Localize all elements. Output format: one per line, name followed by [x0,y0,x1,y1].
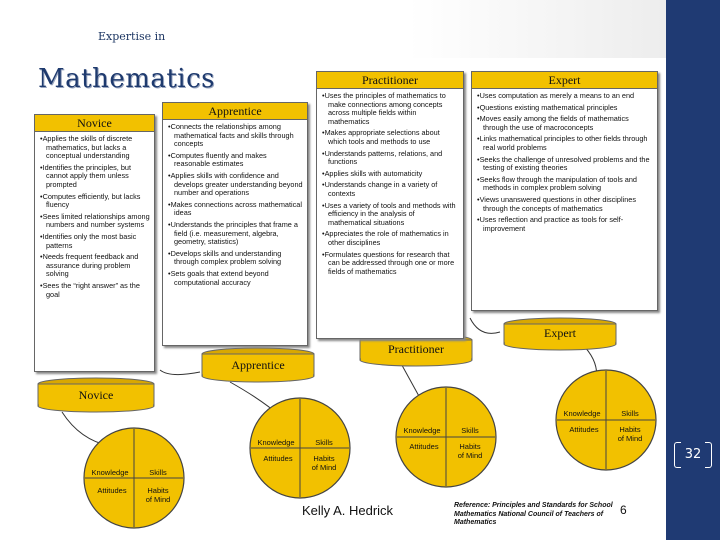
expert-step-label: Expert [544,326,576,340]
practitioner-habits-label: Habits of Mind [457,442,483,460]
apprentice-skills-label: Skills [315,438,333,447]
apprentice-knowledge-label: Knowledge [257,438,295,447]
novice-bullet: • Needs frequent feedback and assurance during problem solving [40,253,150,279]
expert-knowledge-label: Knowledge [563,409,601,418]
expert-description-box [471,71,658,311]
inner-page-number: 6 [620,503,627,517]
expert-bullet: • Links mathematical principles to other fields through real world problems [477,135,653,152]
apprentice-bullets [163,120,307,287]
novice-bullet: • Computes efficiently, but lacks fluency [40,193,150,210]
novice-bullets [35,132,154,299]
apprentice-circle [250,398,350,498]
expert-bullets [472,89,657,233]
novice-attitudes-label: Attitudes [97,486,127,495]
practitioner-description-box [316,71,464,339]
connector-novice-box [160,370,200,375]
expert-bullet: • Uses reflection and practice as tools for self-improvement [477,216,653,233]
expert-box-heading: Expert [472,72,657,89]
novice-skills-label: Skills [149,468,167,477]
practitioner-bullet: • Understands patterns, relations, and functions [322,150,459,167]
slide-subtitle: Expertise in [98,30,166,43]
practitioner-attitudes-label: Attitudes [409,442,439,451]
novice-knowledge-label: Knowledge [91,468,129,477]
apprentice-box-heading: Apprentice [163,103,307,120]
practitioner-bullet: • Uses a variety of tools and methods with efficiency in the analysis of mathematical situations [322,202,459,228]
connector-expert-box [470,318,500,333]
practitioner-bullet: • Formulates questions for research that can be addressed through one or more fields of mathematics [322,251,459,277]
novice-circle [84,428,184,528]
apprentice-bullet: • Sets goals that extend beyond computational accuracy [168,270,303,287]
novice-description-box [34,114,155,372]
novice-box-heading: Novice [35,115,154,132]
novice-bullet: • Applies the skills of discrete mathematics, but lacks a conceptual understanding [40,135,150,161]
apprentice-bullet: • Makes connections across mathematical ideas [168,201,303,218]
expert-circle [556,370,656,470]
apprentice-bullet: • Applies skills with confidence and develops greater understanding beyond number and operations [168,172,303,198]
expert-bullet: • Uses computation as merely a means to an end [477,92,653,101]
practitioner-knowledge-label: Knowledge [403,426,441,435]
expert-attitudes-label: Attitudes [569,425,599,434]
practitioner-step-label: Practitioner [388,342,444,356]
novice-bullet: • Identifies only the most basic patterns [40,233,150,250]
reference-note: Reference: Principles and Standards for School Mathematics National Council of Teachers of Mathematics [454,502,613,526]
apprentice-bullet: • Understands the principles that frame a field (i.e. measurement, algebra, geometry, statistics) [168,221,303,247]
practitioner-skills-label: Skills [461,426,479,435]
apprentice-step-label: Apprentice [231,358,285,372]
practitioner-box-heading: Practitioner [317,72,463,89]
practitioner-bullet: • Makes appropriate selections about which tools and methods to use [322,129,459,146]
diagram-title: Mathematics [38,64,216,94]
expert-bullet: • Views unanswered questions in other disciplines through the concepts of mathematics [477,196,653,213]
apprentice-bullet: • Computes fluently and makes reasonable estimates [168,152,303,169]
apprentice-habits-label: Habits of Mind [311,454,337,472]
expert-bullet: • Moves easily among the fields of mathematics through the use of macroconcepts [477,115,653,132]
expert-bullet: • Seeks the challenge of unresolved problems and the testing of existing theories [477,156,653,173]
novice-bullet: • Sees the “right answer” as the goal [40,282,150,299]
practitioner-circle [396,387,496,487]
author-name: Kelly A. Hedrick [302,503,394,518]
expert-bullet: • Questions existing mathematical principles [477,104,653,113]
apprentice-bullet: • Develops skills and understanding through complex problem solving [168,250,303,267]
practitioner-bullet: • Applies skills with automaticity [322,170,459,179]
apprentice-description-box [162,102,308,346]
expert-bullet: • Seeks flow through the manipulation of tools and methods in complex problem solving [477,176,653,193]
expert-skills-label: Skills [621,409,639,418]
apprentice-bullet: • Connects the relationships among mathematical facts and skills through concepts [168,123,303,149]
novice-step-label: Novice [78,388,114,402]
practitioner-bullet: • Appreciates the role of mathematics in other disciplines [322,230,459,247]
expert-habits-label: Habits of Mind [617,425,643,443]
practitioner-bullets [317,89,463,276]
novice-habits-label: Habits of Mind [145,486,171,504]
practitioner-bullet: • Uses the principles of mathematics to make connections among concepts across multiple fields within mathematics [322,92,459,126]
apprentice-attitudes-label: Attitudes [263,454,293,463]
novice-bullet: • Sees limited relationships among numbers and number systems [40,213,150,230]
novice-bullet: • Identifies the principles, but cannot apply them unless prompted [40,164,150,190]
practitioner-bullet: • Understands change in a variety of contexts [322,181,459,198]
page-number-text: 32 [684,447,702,462]
